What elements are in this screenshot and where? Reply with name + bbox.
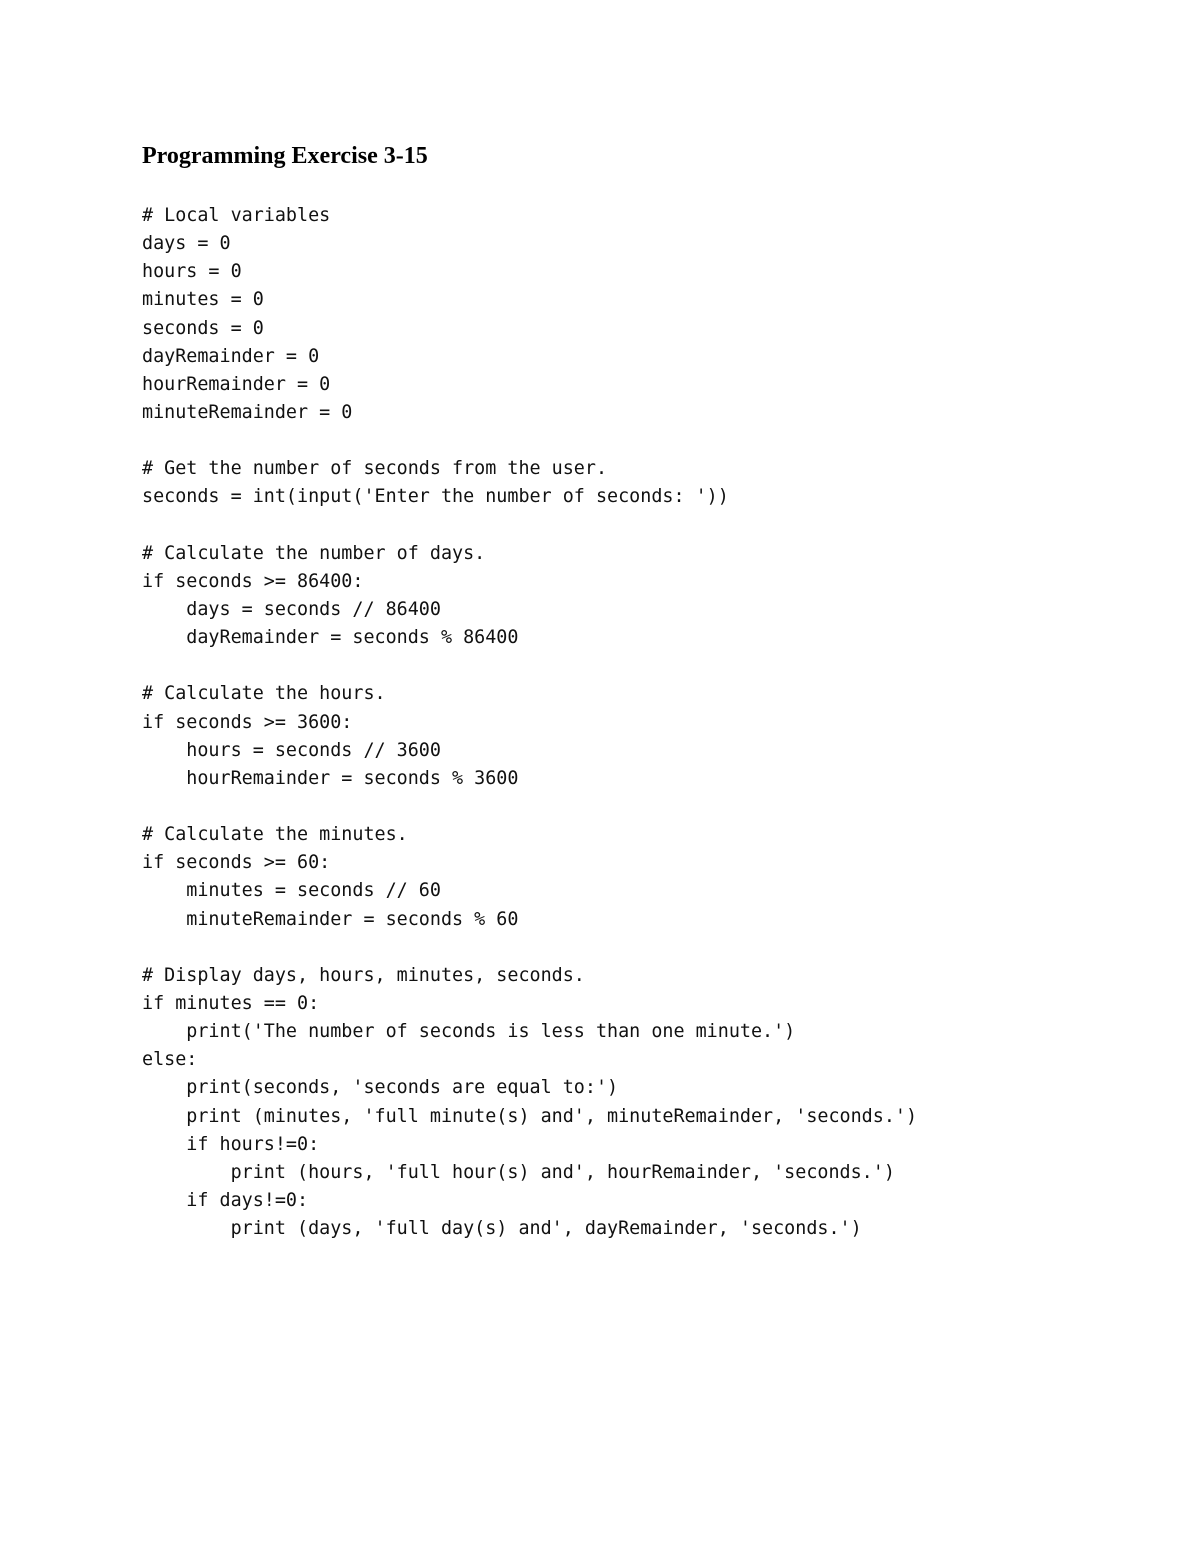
code-block [142,202,917,1243]
code-line [142,512,917,540]
page-title: Programming Exercise 3-15 [142,143,428,169]
code-line: if hours!=0: [142,1133,320,1155]
code-line [142,427,917,455]
code-line: days = 0 [142,233,231,255]
code-line: minuteRemainder = 0 [142,401,353,423]
code-line: else: [142,1049,198,1071]
code-line: if seconds >= 60: [142,852,331,874]
code-line: print (days, 'full day(s) and', dayRemainder, 'seconds.') [142,1218,862,1240]
code-line: seconds = int(input('Enter the number of seconds: ')) [142,486,729,508]
code-line: # Calculate the hours. [142,683,386,705]
code-line: hourRemainder = 0 [142,373,331,395]
code-line: if minutes == 0: [142,992,320,1014]
code-line: minutes = seconds // 60 [142,880,441,902]
code-line: dayRemainder = 0 [142,345,320,367]
code-line: # Calculate the number of days. [142,542,486,564]
code-line: hours = 0 [142,261,242,283]
code-line: if seconds >= 3600: [142,711,353,733]
code-line: print(seconds, 'seconds are equal to:') [142,1077,619,1099]
code-line: dayRemainder = seconds % 86400 [142,627,519,649]
code-line: print (hours, 'full hour(s) and', hourRemainder, 'seconds.') [142,1161,895,1183]
code-line: minuteRemainder = seconds % 60 [142,908,519,930]
code-line: # Get the number of seconds from the user. [142,458,608,480]
code-line: hours = seconds // 3600 [142,739,441,761]
code-line [142,934,917,962]
code-line [142,652,917,680]
code-line: if seconds >= 86400: [142,570,364,592]
code-line: # Calculate the minutes. [142,824,408,846]
code-line: seconds = 0 [142,317,264,339]
code-line: print (minutes, 'full minute(s) and', minuteRemainder, 'seconds.') [142,1105,918,1127]
code-line: hourRemainder = seconds % 3600 [142,767,519,789]
code-line: days = seconds // 86400 [142,598,441,620]
code-line: if days!=0: [142,1189,309,1211]
code-line: # Display days, hours, minutes, seconds. [142,964,585,986]
code-line: minutes = 0 [142,289,264,311]
code-line: print('The number of seconds is less than one minute.') [142,1021,796,1043]
code-line [142,793,917,821]
code-line: # Local variables [142,205,331,226]
